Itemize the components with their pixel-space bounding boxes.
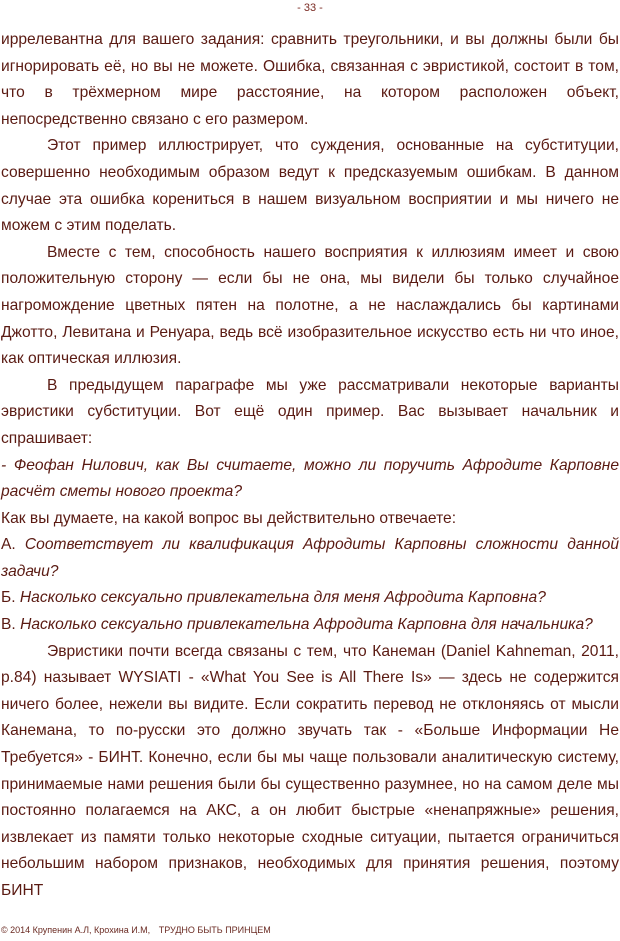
option-letter: А. bbox=[1, 536, 16, 554]
paragraph: Эвристики почти всегда связаны с тем, что Канеман (Daniel Kahneman, 2011, p.84) называет WYSIATI - «What You See is All There Is» — здесь не содержится ничего более, нежели вы видите. Если сократить перевод не отклоняясь от мысли Канемана, то по-русски это должно звучать так - «Больше Информации Не Требуется» - БИНТ. Конечно, если бы мы чаще пользовали аналитическую систему, принимаемые нами решения были бы существенно разумнее, но на самом деле мы постоянно полагаемся на АКС, а он любит быстрые «ненапряжные» решения, извлекает из памяти только некоторые сходные ситуации, пытается ограничиться небольшим набором признаков, необходимых для принятия решения, поэтому БИНТ bbox=[1, 642, 619, 899]
answer-option-c bbox=[0, 612, 620, 639]
paragraph: В предыдущем параграфе мы уже рассматривали некоторые варианты эвристики субституции. Вот ещё один пример. Вас вызывает начальник и спрашивает: bbox=[1, 376, 619, 447]
page-body bbox=[0, 27, 620, 905]
option-text: Насколько сексуально привлекательна для меня Афродита Карповна? bbox=[19, 589, 546, 607]
answer-option-b bbox=[0, 585, 620, 612]
paragraph: Этот пример иллюстрирует, что суждения, основанные на субституции, совершенно необходимым образом ведут к предсказуемым ошибкам. В данном случае эта ошибка корениться в нашем визуальном восприятии и мы ничего не можем с этим поделать. bbox=[1, 137, 619, 235]
footer-copyright: © 2014 Крупенин А.Л, Крохина И.М, bbox=[1, 925, 151, 935]
page-footer bbox=[1, 925, 277, 935]
option-letter: Б. bbox=[1, 589, 16, 607]
option-text: Соответствует ли квалификация Афродиты Карповны сложности данной задачи? bbox=[1, 536, 619, 580]
paragraph: иррелевантна для вашего задания: сравнить треугольники, и вы должны были бы игнорировать её, но вы не можете. Ошибка, связанная с эвристикой, состоит в том, что в трёхмерном мире расстояние, на котором расположен объект, непосредственно связано с его размером. bbox=[1, 31, 619, 128]
dialogue-line: - Феофан Нилович, как Вы считаете, можно ли поручить Афродите Карповне расчёт сметы нового проекта? bbox=[1, 456, 619, 501]
answer-option-a bbox=[0, 532, 620, 585]
option-letter: В. bbox=[1, 616, 16, 634]
paragraph: Как вы думаете, на какой вопрос вы действительно отвечаете: bbox=[1, 509, 457, 527]
page-number: - 33 - bbox=[297, 2, 323, 14]
footer-book-title: ТРУДНО БЫТЬ ПРИНЦЕМ bbox=[158, 925, 271, 935]
paragraph: Вместе с тем, способность нашего восприятия к иллюзиям имеет и свою положительную сторону — если бы не она, мы видели бы только случайное нагромождение цветных пятен на полотне, а не наслаждались бы картинами Джотто, Левитана и Ренуара, ведь всё изобразительное искусство есть ни что иное, как оптическая иллюзия. bbox=[1, 243, 619, 368]
option-text: Насколько сексуально привлекательна Афродита Карповна для начальника? bbox=[20, 616, 593, 634]
